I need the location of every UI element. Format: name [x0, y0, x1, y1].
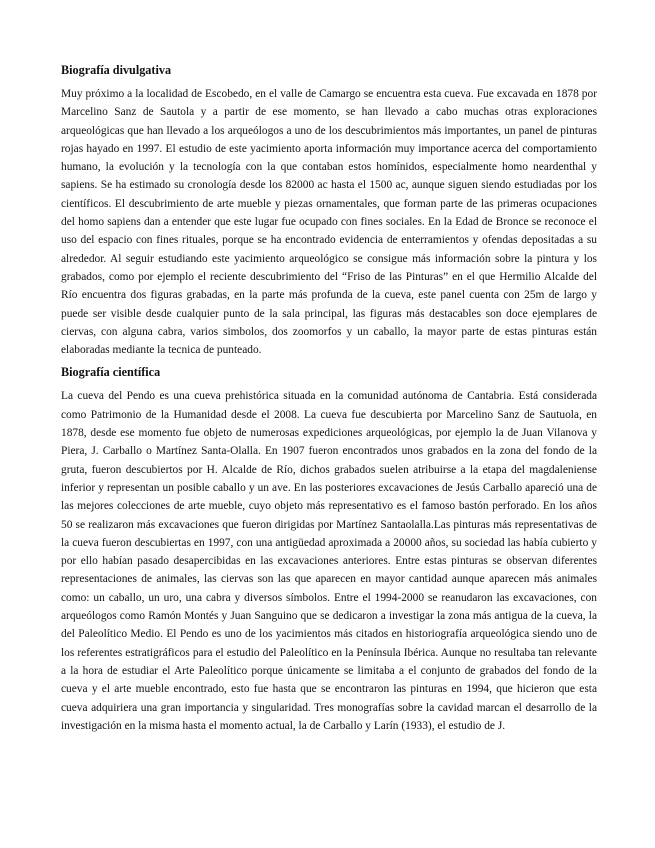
section-title-divulgativa: Biografía divulgativa [61, 63, 172, 77]
section-cientifica [61, 364, 597, 735]
document-page [61, 62, 597, 735]
section-divulgativa [61, 62, 597, 359]
paragraph-divulgativa: Muy próximo a la localidad de Escobedo, en el valle de Camargo se encuentra esta cueva. Fue excavada en 1878 por Marcelino Sanz de Sautola y a partir de ese momento, se han llevado a cabo muchas otras exploraciones arqueológicas que han llevado a los arqueólogos a uno de los descubrimientos más importantes, un panel de pinturas rojas hayado en 1997. El estudio de este yacimiento aporta información muy importance acerca del comportamiento humano, la evolución y la tecnología con la que contaban estos homínidos, especialmente homo neardenthal y sapiens. Se ha estimado su cronología desde los 82000 ac hasta el 1500 ac, aunque siguen siendo estudiadas por los científicos. El descubrimiento de arte mueble y piezas ornamentales, que forman parte de las primeras ocupaciones del homo sapiens dan a entender que este lugar fue ocupado con fines sociales. En la Edad de Bronce se reconoce el uso del espacio con fines rituales, porque se ha encontrado evidencia de enterramientos y ofendas depositadas a su alrededor. Al seguir estudiando este yacimiento arqueológico se consigue más información sobre la pintura y los grabados, como por ejemplo el reciente descubrimiento del “Friso de las Pinturas” en el que Hermilio Alcalde del Río encuentra dos figuras grabadas, en la parte más profunda de la cueva, este panel cuenta con 25m de largo y puede ser visible desde cualquier punto de la sala principal, las figuras más destacables son doce ejemplares de ciervas, con alguna cabra, varios simbolos, dos zoomorfos y un caballo, la mayor parte de estas pinturas están elaboradas mediante la tecnica de punteado. [61, 88, 597, 357]
paragraph-cientifica: La cueva del Pendo es una cueva prehistórica situada en la comunidad autónoma de Cantabria. Está considerada como Patrimonio de la Humanidad desde el 2008. La cueva fue descubierta por Marcelino Sanz de Sautuola, en 1878, desde ese momento fue objeto de numerosas expediciones arqueológicas, por ejemplo la de Juan Vilanova y Piera, J. Carballo o Martínez Santa-Olalla. En 1907 fueron encontrados unos grabados en la zona del fondo de la gruta, fueron descubiertos por H. Alcalde de Río, dichos grabados suelen atribuirse a la etapa del magdaleniense inferior y representan un posible caballo y un ave. En las posteriores excavaciones de Jesús Carballo apareció una de las mejores colecciones de arte mueble, cuyo objeto más representativo es el famoso bastón perforado. En los años 50 se realizaron más excavaciones que fueron dirigidas por Martínez Santaolalla.Las pinturas más representativas de la cueva fueron descubiertas en 1997, con una antigüedad aproximada a 20000 años, su sociedad las había cubierto y por ello habían pasado desapercibidas en las excavaciones anteriores. Entre estas pinturas se observan diferentes representaciones de animales, las ciervas son las que aparecen en mayor cantidad aunque aparecen más animales como: un caballo, un uro, una cabra y diversos símbolos. Entre el 1994-2000 se reanudaron las excavaciones, con arqueólogos como Ramón Montés y Juan Sanguino que se dedicaron a investigar la zona más antigua de la cueva, la del Paleolítico Medio. El Pendo es uno de los yacimientos más citados en historiografía arqueológica siendo uno de los referentes estratigráficos para el estudio del Paleolítico en la Península Ibérica. Aunque no resultaba tan relevante a la hora de estudiar el Arte Paleolítico porque únicamente se limitaba a el conjunto de grabados del fondo de la cueva y el arte mueble encontrado, esto fue hasta que se encontraron las pinturas en 1994, que hicieron que esta cueva adquiriera una gran importancia y singularidad. Tres monografías sobre la cavidad marcan el desarrollo de la investigación en la misma hasta el momento actual, la de Carballo y Larín (1933), el estudio de J. [61, 390, 597, 732]
section-title-cientifica: Biografía científica [61, 365, 161, 380]
